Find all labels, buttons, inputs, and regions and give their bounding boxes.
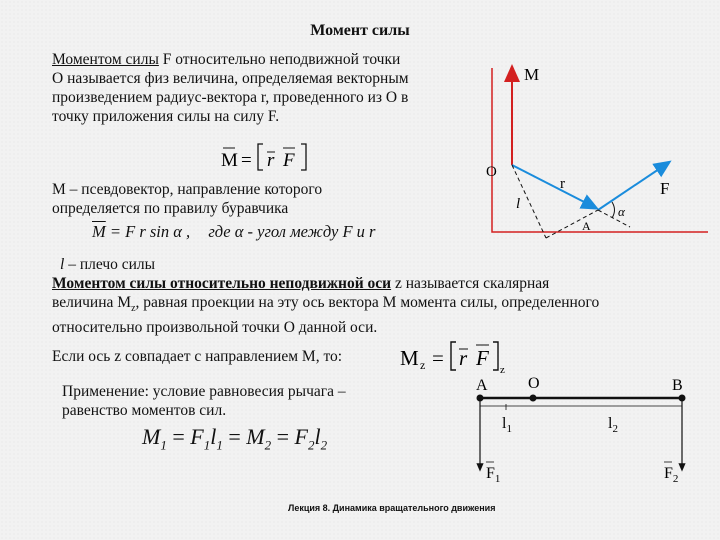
- vector-r-arrow: [512, 165, 592, 206]
- lever-label-l2: $l_2$: [608, 415, 618, 435]
- vector-F-arrow: [598, 165, 665, 210]
- arm-text: – плечо силы: [64, 256, 156, 273]
- formula1-eq: =: [241, 150, 252, 171]
- lever-l1: l: [210, 424, 217, 449]
- formula1-r: r: [267, 150, 275, 171]
- formula2-lhs: $\overline{M}$: [92, 222, 106, 241]
- axis-bracket-right: [493, 342, 498, 370]
- axis-moment-line-2-post: , равная проекции на эту ось вектора М момента силы, определенного: [135, 294, 600, 311]
- axis-formula-outer-sub: z: [500, 364, 505, 376]
- formula1-F: F: [283, 150, 295, 171]
- lever-l2-sub: 2: [320, 437, 328, 453]
- axis-formula-lhs: M: [400, 346, 419, 370]
- diagram-label-M: M: [524, 65, 540, 84]
- axis-moment-line-1-rest: z называется скалярная: [391, 275, 550, 292]
- axis-formula-F: F: [476, 346, 489, 370]
- definition-term: Моментом силы: [52, 51, 159, 68]
- lever-F1-sub: 1: [203, 437, 211, 453]
- lever-l1-sub: 1: [216, 437, 223, 453]
- application-line-1: Применение: условие равновесия рычага –: [62, 383, 346, 400]
- axis-formula-sub: z: [420, 358, 426, 372]
- axis-moment-line-2: [52, 293, 712, 318]
- footer-caption: Лекция 8. Динамика вращательного движения: [288, 503, 496, 513]
- lever-eq2: =: [228, 424, 241, 449]
- axis-moment-term: Моментом силы относительно неподвижной оси: [52, 275, 392, 292]
- axis-moment-paragraph: [52, 274, 712, 337]
- bracket-left: [258, 144, 263, 170]
- lever-label-B: B: [672, 377, 683, 394]
- diagram-label-l: l: [516, 196, 521, 212]
- lever-label-l1: $l_1$: [502, 415, 512, 435]
- diagram-label-A: A: [582, 219, 591, 233]
- arm-line: [60, 255, 155, 274]
- axis-formula-r: r: [459, 346, 468, 370]
- bracket-right: [301, 144, 306, 170]
- formula-cross-product: [215, 140, 325, 174]
- lever-label-F1: $F_1$: [486, 465, 501, 485]
- lever-label-A: A: [476, 377, 488, 394]
- lever-eq1: =: [172, 424, 185, 449]
- axis-moment-line-1: [52, 274, 712, 293]
- formula1-lhs: M: [221, 150, 238, 171]
- definition-paragraph: [52, 50, 492, 126]
- application-paragraph: [62, 382, 422, 420]
- lever-F1: F: [190, 424, 204, 449]
- arm-symbol: l: [60, 256, 65, 273]
- alpha-arc: [612, 202, 615, 218]
- axis-formula-eq: =: [432, 346, 444, 370]
- lever-M2: M: [246, 424, 265, 449]
- lever-eq3: =: [276, 424, 289, 449]
- definition-line-1-rest: F относительно неподвижной точки: [158, 51, 401, 68]
- diagram-label-alpha: α: [618, 204, 625, 219]
- lever-M2-sub: 2: [264, 437, 272, 453]
- axis-moment-line-2-sub: z: [131, 303, 136, 315]
- lever-label-O: O: [528, 375, 540, 392]
- axis-moment-line-3: относительно произвольной точки О данной оси.: [52, 319, 378, 337]
- application-line-2: равенство моментов сил.: [62, 402, 227, 419]
- diagram-label-F: F: [660, 179, 670, 198]
- lever-l2: l: [314, 424, 321, 449]
- formula-magnitude: [92, 222, 375, 242]
- definition-line-3: произведением радиус-вектора r, проведенного из О в: [52, 89, 409, 106]
- axis-moment-line-2-pre: величина M: [52, 294, 132, 311]
- definition-line-4: точку приложения силы на силу F.: [52, 108, 280, 125]
- pseudovector-paragraph: [52, 180, 472, 218]
- lever-formula: [142, 424, 327, 453]
- lever-F2: F: [294, 424, 308, 449]
- lever-pivot-O: [530, 395, 537, 402]
- lever-M1: M: [142, 424, 161, 449]
- page-title: Момент силы: [310, 22, 410, 39]
- pseudovector-line-2: определяется по правилу буравчика: [52, 200, 289, 217]
- vector-diagram: [480, 60, 710, 250]
- definition-line-1: [52, 50, 492, 69]
- diagram-label-O: O: [486, 164, 497, 180]
- formula2-comment: где α - угол между F и r: [208, 222, 376, 241]
- lever-M1-sub: 1: [160, 437, 167, 453]
- definition-line-2: О называется физ величина, определяемая векторным: [52, 70, 409, 87]
- formula2-rhs: = F r sin α ,: [109, 222, 191, 241]
- diagram-frame: [492, 68, 708, 232]
- lever-F2-sub: 2: [307, 437, 315, 453]
- pseudovector-line-1: М – псевдовектор, направление которого: [52, 181, 323, 198]
- lever-diagram: [460, 368, 710, 488]
- diagram-label-r: r: [560, 176, 565, 192]
- axis-bracket-left: [451, 342, 456, 370]
- axis-case-text: Если ось z совпадает с направлением М, то:: [52, 348, 343, 365]
- lever-label-F2: $F_2$: [664, 465, 679, 485]
